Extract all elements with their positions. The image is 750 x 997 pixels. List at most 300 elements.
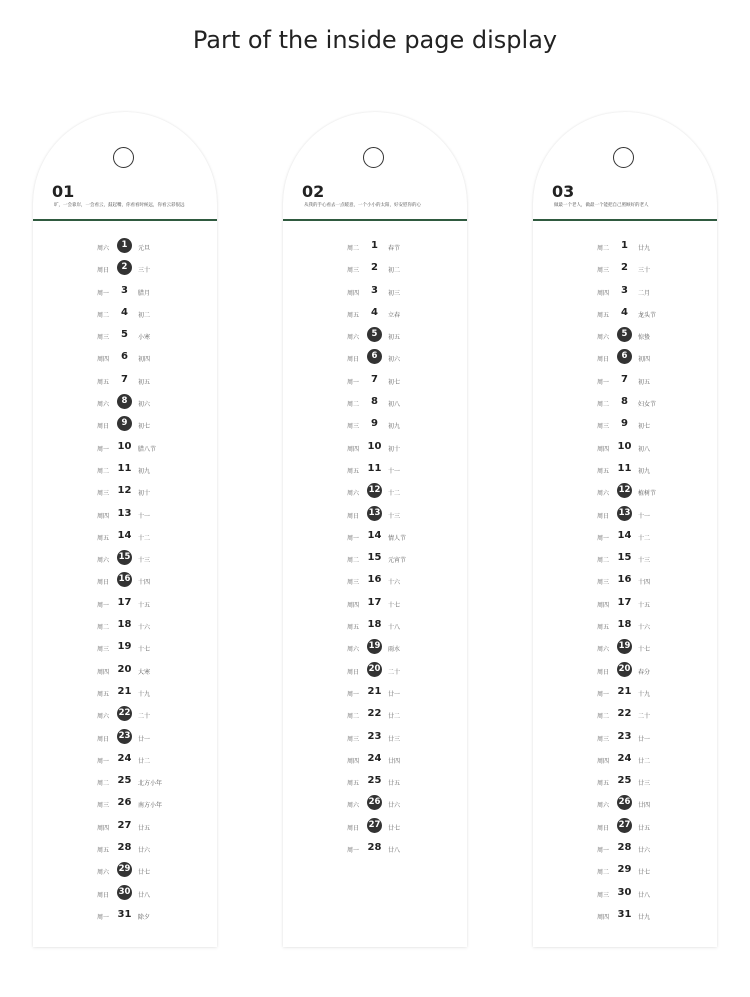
lunar-date-label: 初二 bbox=[138, 311, 151, 319]
lunar-date-label: 初五 bbox=[138, 378, 151, 386]
weekend-date-number: 20 bbox=[367, 662, 382, 677]
day-row bbox=[33, 661, 217, 683]
day-row bbox=[533, 817, 717, 839]
weekend-date-number: 5 bbox=[367, 327, 382, 342]
lunar-date-label: 初五 bbox=[388, 334, 401, 342]
lunar-date-label: 廿七 bbox=[638, 869, 651, 877]
lunar-date-label: 廿二 bbox=[388, 713, 401, 721]
day-list bbox=[533, 237, 717, 928]
date-number: 18 bbox=[367, 619, 382, 631]
lunar-date-label: 十四 bbox=[638, 579, 651, 587]
month-card-02 bbox=[283, 112, 467, 947]
lunar-date-label: 初七 bbox=[638, 423, 651, 431]
weekday-label: 周四 bbox=[97, 512, 110, 520]
day-row bbox=[33, 884, 217, 906]
month-quote: 做最一个老人，做最一个能把自己照顾好的老人 bbox=[554, 203, 649, 208]
weekday-label: 周一 bbox=[97, 601, 110, 609]
weekday-label: 周五 bbox=[97, 534, 110, 542]
weekday-label: 周一 bbox=[97, 913, 110, 921]
lunar-date-label: 元旦 bbox=[138, 245, 151, 252]
weekday-label: 周四 bbox=[597, 757, 610, 765]
date-number: 9 bbox=[371, 418, 378, 430]
lunar-date-label: 廿九 bbox=[638, 245, 651, 252]
lunar-date-label: 初十 bbox=[388, 445, 401, 453]
date-number: 14 bbox=[117, 529, 132, 541]
day-row bbox=[283, 772, 467, 794]
date-number: 12 bbox=[117, 485, 132, 497]
day-row bbox=[33, 549, 217, 571]
date-number: 10 bbox=[367, 440, 382, 452]
lunar-date-label: 十七 bbox=[138, 646, 151, 654]
weekday-label: 周四 bbox=[597, 289, 610, 297]
day-row bbox=[33, 304, 217, 326]
date-number: 14 bbox=[367, 529, 382, 541]
date-number: 10 bbox=[117, 440, 132, 452]
date-number: 29 bbox=[617, 864, 632, 876]
day-row bbox=[283, 616, 467, 638]
lunar-date-label: 十一 bbox=[138, 512, 151, 520]
lunar-date-label: 廿六 bbox=[638, 847, 651, 855]
day-row bbox=[283, 571, 467, 593]
weekday-label: 周四 bbox=[97, 356, 110, 364]
weekday-label: 周三 bbox=[597, 735, 610, 743]
date-number: 17 bbox=[617, 596, 632, 608]
weekday-label: 周日 bbox=[597, 356, 610, 364]
weekday-label: 周六 bbox=[347, 646, 360, 654]
day-row bbox=[283, 415, 467, 437]
weekday-label: 周日 bbox=[347, 824, 360, 832]
lunar-date-label: 廿九 bbox=[638, 913, 651, 921]
weekend-date-number: 19 bbox=[617, 639, 632, 654]
hang-hole bbox=[113, 147, 134, 168]
day-row bbox=[533, 393, 717, 415]
lunar-date-label: 十七 bbox=[388, 601, 401, 609]
date-number: 4 bbox=[371, 306, 378, 318]
weekday-label: 周日 bbox=[347, 668, 360, 676]
lunar-date-label: 初六 bbox=[138, 401, 151, 409]
lunar-date-label: 廿七 bbox=[388, 824, 401, 832]
lunar-date-label: 情人节 bbox=[388, 534, 407, 542]
day-row bbox=[33, 348, 217, 370]
day-row bbox=[283, 728, 467, 750]
lunar-date-label: 廿五 bbox=[388, 780, 401, 788]
day-row bbox=[533, 683, 717, 705]
day-row bbox=[533, 638, 717, 660]
day-row bbox=[283, 482, 467, 504]
lunar-date-label: 腊八节 bbox=[138, 445, 157, 453]
day-row bbox=[533, 594, 717, 616]
weekday-label: 周一 bbox=[347, 847, 360, 855]
date-number: 2 bbox=[621, 262, 628, 274]
weekday-label: 周三 bbox=[347, 423, 360, 431]
date-number: 22 bbox=[367, 708, 382, 720]
weekday-label: 周一 bbox=[597, 847, 610, 855]
weekend-date-number: 26 bbox=[617, 795, 632, 810]
weekend-date-number: 2 bbox=[117, 260, 132, 275]
weekday-label: 周二 bbox=[597, 401, 610, 409]
date-number: 7 bbox=[371, 373, 378, 385]
day-row bbox=[283, 259, 467, 281]
month-card-01 bbox=[33, 112, 217, 947]
weekend-date-number: 1 bbox=[117, 238, 132, 253]
weekend-date-number: 30 bbox=[117, 885, 132, 900]
day-row bbox=[533, 282, 717, 304]
lunar-date-label: 廿八 bbox=[138, 891, 151, 899]
day-row bbox=[33, 906, 217, 928]
weekday-label: 周五 bbox=[347, 311, 360, 319]
day-row bbox=[283, 817, 467, 839]
lunar-date-label: 初九 bbox=[388, 423, 401, 431]
weekend-date-number: 13 bbox=[367, 506, 382, 521]
date-number: 3 bbox=[621, 284, 628, 296]
weekday-label: 周六 bbox=[347, 490, 360, 498]
weekday-label: 周六 bbox=[597, 334, 610, 342]
lunar-date-label: 二月 bbox=[638, 289, 651, 297]
lunar-date-label: 廿八 bbox=[638, 891, 651, 899]
weekday-label: 周三 bbox=[347, 267, 360, 275]
lunar-date-label: 廿二 bbox=[138, 757, 151, 765]
date-number: 28 bbox=[617, 842, 632, 854]
lunar-date-label: 初十 bbox=[138, 490, 151, 498]
weekday-label: 周五 bbox=[97, 690, 110, 698]
lunar-date-label: 十一 bbox=[638, 512, 651, 520]
weekday-label: 周五 bbox=[597, 311, 610, 319]
date-number: 28 bbox=[367, 842, 382, 854]
weekday-label: 周一 bbox=[597, 534, 610, 542]
day-row bbox=[33, 415, 217, 437]
weekday-label: 周三 bbox=[97, 646, 110, 654]
lunar-date-label: 初九 bbox=[138, 467, 151, 475]
weekday-label: 周五 bbox=[597, 624, 610, 632]
weekday-label: 周四 bbox=[347, 757, 360, 765]
day-row bbox=[533, 438, 717, 460]
weekday-label: 周三 bbox=[597, 267, 610, 275]
weekday-label: 周二 bbox=[97, 780, 110, 788]
weekday-label: 周日 bbox=[597, 824, 610, 832]
date-number: 23 bbox=[367, 730, 382, 742]
day-row bbox=[283, 348, 467, 370]
date-number: 21 bbox=[617, 685, 632, 697]
lunar-date-label: 廿六 bbox=[388, 802, 401, 810]
month-number: 03 bbox=[552, 182, 575, 201]
divider bbox=[33, 219, 217, 221]
lunar-date-label: 北方小年 bbox=[138, 780, 163, 788]
day-row bbox=[533, 884, 717, 906]
weekday-label: 周四 bbox=[597, 601, 610, 609]
weekday-label: 周日 bbox=[97, 891, 110, 899]
date-number: 4 bbox=[621, 306, 628, 318]
day-row bbox=[33, 371, 217, 393]
weekday-label: 周一 bbox=[597, 378, 610, 386]
weekday-label: 周三 bbox=[97, 802, 110, 810]
date-number: 1 bbox=[371, 240, 378, 251]
date-number: 7 bbox=[121, 373, 128, 385]
weekday-label: 周二 bbox=[97, 467, 110, 475]
date-number: 28 bbox=[117, 842, 132, 854]
date-number: 14 bbox=[617, 529, 632, 541]
lunar-date-label: 廿五 bbox=[138, 824, 151, 832]
day-row bbox=[533, 750, 717, 772]
lunar-date-label: 十三 bbox=[138, 557, 151, 565]
lunar-date-label: 除夕 bbox=[138, 913, 151, 921]
lunar-date-label: 廿八 bbox=[388, 847, 401, 855]
weekday-label: 周五 bbox=[597, 467, 610, 475]
date-number: 7 bbox=[621, 373, 628, 385]
day-row bbox=[533, 237, 717, 259]
weekday-label: 周三 bbox=[597, 579, 610, 587]
weekday-label: 周三 bbox=[97, 334, 110, 342]
lunar-date-label: 初七 bbox=[138, 423, 151, 431]
weekday-label: 周二 bbox=[97, 311, 110, 319]
date-number: 17 bbox=[367, 596, 382, 608]
lunar-date-label: 二十 bbox=[638, 713, 651, 721]
day-row bbox=[33, 282, 217, 304]
weekday-label: 周日 bbox=[97, 735, 110, 743]
day-row bbox=[283, 527, 467, 549]
day-row bbox=[33, 460, 217, 482]
lunar-date-label: 初八 bbox=[638, 445, 651, 453]
day-row bbox=[33, 683, 217, 705]
date-number: 26 bbox=[117, 797, 132, 809]
weekday-label: 周一 bbox=[97, 289, 110, 297]
lunar-date-label: 十二 bbox=[138, 534, 151, 542]
weekday-label: 周日 bbox=[97, 579, 110, 587]
lunar-date-label: 廿三 bbox=[638, 780, 651, 788]
weekday-label: 周日 bbox=[597, 512, 610, 520]
lunar-date-label: 初四 bbox=[138, 356, 151, 364]
date-number: 25 bbox=[117, 775, 132, 787]
weekend-date-number: 22 bbox=[117, 706, 132, 721]
day-row bbox=[533, 482, 717, 504]
date-number: 24 bbox=[117, 752, 132, 764]
lunar-date-label: 二十 bbox=[388, 668, 401, 676]
weekday-label: 周三 bbox=[97, 490, 110, 498]
date-number: 9 bbox=[621, 418, 628, 430]
lunar-date-label: 十二 bbox=[638, 534, 651, 542]
date-number: 6 bbox=[121, 351, 128, 363]
day-row bbox=[533, 839, 717, 861]
weekday-label: 周一 bbox=[97, 445, 110, 453]
date-number: 27 bbox=[117, 819, 132, 831]
weekday-label: 周五 bbox=[97, 847, 110, 855]
lunar-date-label: 十六 bbox=[388, 579, 401, 587]
lunar-date-label: 廿一 bbox=[388, 690, 401, 698]
day-row bbox=[533, 705, 717, 727]
day-row bbox=[533, 326, 717, 348]
weekend-date-number: 27 bbox=[367, 818, 382, 833]
weekday-label: 周二 bbox=[597, 869, 610, 877]
date-number: 3 bbox=[121, 284, 128, 296]
date-number: 24 bbox=[617, 752, 632, 764]
lunar-date-label: 廿七 bbox=[138, 869, 151, 877]
date-number: 15 bbox=[367, 552, 382, 564]
lunar-date-label: 三十 bbox=[138, 267, 151, 275]
hang-hole bbox=[613, 147, 634, 168]
date-number: 11 bbox=[617, 462, 632, 474]
day-row bbox=[283, 705, 467, 727]
day-list bbox=[283, 237, 467, 861]
weekday-label: 周二 bbox=[347, 713, 360, 721]
lunar-date-label: 南方小年 bbox=[138, 802, 163, 810]
weekend-date-number: 12 bbox=[617, 483, 632, 498]
weekday-label: 周六 bbox=[597, 646, 610, 654]
day-row bbox=[33, 393, 217, 415]
weekday-label: 周日 bbox=[347, 356, 360, 364]
day-row bbox=[283, 460, 467, 482]
day-row bbox=[283, 839, 467, 861]
day-row bbox=[283, 438, 467, 460]
weekday-label: 周六 bbox=[597, 802, 610, 810]
weekday-label: 周二 bbox=[347, 401, 360, 409]
date-number: 15 bbox=[617, 552, 632, 564]
day-row bbox=[33, 594, 217, 616]
lunar-date-label: 十五 bbox=[138, 601, 151, 609]
day-row bbox=[283, 794, 467, 816]
weekday-label: 周五 bbox=[597, 780, 610, 788]
date-number: 18 bbox=[117, 619, 132, 631]
month-quote: 旷，一会靠岸，一会看云，鼓起嘴，你看看时候远，你看云彩很远 bbox=[54, 203, 185, 208]
day-row bbox=[33, 817, 217, 839]
lunar-date-label: 十四 bbox=[138, 579, 151, 587]
day-row bbox=[33, 438, 217, 460]
lunar-date-label: 小寒 bbox=[138, 334, 151, 342]
weekday-label: 周六 bbox=[97, 713, 110, 721]
weekday-label: 周六 bbox=[97, 869, 110, 877]
date-number: 31 bbox=[117, 908, 132, 920]
weekend-date-number: 5 bbox=[617, 327, 632, 342]
weekday-label: 周二 bbox=[97, 624, 110, 632]
lunar-date-label: 初五 bbox=[638, 378, 651, 386]
weekday-label: 周三 bbox=[597, 423, 610, 431]
day-row bbox=[533, 505, 717, 527]
day-row bbox=[283, 505, 467, 527]
day-row bbox=[283, 594, 467, 616]
day-row bbox=[33, 482, 217, 504]
weekday-label: 周五 bbox=[347, 467, 360, 475]
day-row bbox=[33, 839, 217, 861]
lunar-date-label: 初三 bbox=[388, 289, 401, 297]
weekday-label: 周一 bbox=[347, 690, 360, 698]
lunar-date-label: 元宵节 bbox=[388, 557, 407, 565]
weekday-label: 周二 bbox=[597, 557, 610, 565]
day-row bbox=[283, 638, 467, 660]
date-number: 13 bbox=[117, 507, 132, 519]
lunar-date-label: 廿二 bbox=[638, 757, 651, 765]
weekday-label: 周一 bbox=[347, 378, 360, 386]
lunar-date-label: 初八 bbox=[388, 401, 401, 409]
day-row bbox=[533, 348, 717, 370]
day-row bbox=[283, 393, 467, 415]
day-row bbox=[33, 326, 217, 348]
day-row bbox=[33, 794, 217, 816]
day-row bbox=[283, 750, 467, 772]
date-number: 19 bbox=[117, 641, 132, 653]
lunar-date-label: 初四 bbox=[638, 356, 651, 364]
weekday-label: 周日 bbox=[597, 668, 610, 676]
lunar-date-label: 初六 bbox=[388, 356, 401, 364]
lunar-date-label: 十七 bbox=[638, 646, 651, 654]
weekday-label: 周四 bbox=[347, 289, 360, 297]
date-number: 3 bbox=[371, 284, 378, 296]
lunar-date-label: 十三 bbox=[388, 512, 401, 520]
day-row bbox=[33, 750, 217, 772]
day-row bbox=[33, 571, 217, 593]
day-row bbox=[33, 616, 217, 638]
weekday-label: 周四 bbox=[347, 445, 360, 453]
date-number: 18 bbox=[617, 619, 632, 631]
weekend-date-number: 6 bbox=[367, 349, 382, 364]
day-row bbox=[33, 237, 217, 259]
lunar-date-label: 廿一 bbox=[138, 735, 151, 743]
day-row bbox=[283, 661, 467, 683]
month-card-03 bbox=[533, 112, 717, 947]
day-row bbox=[533, 304, 717, 326]
lunar-date-label: 十六 bbox=[138, 624, 151, 632]
day-list bbox=[33, 237, 217, 928]
weekend-date-number: 8 bbox=[117, 394, 132, 409]
month-number: 02 bbox=[302, 182, 325, 201]
weekend-date-number: 27 bbox=[617, 818, 632, 833]
weekday-label: 周二 bbox=[347, 245, 360, 252]
date-number: 10 bbox=[617, 440, 632, 452]
weekday-label: 周五 bbox=[347, 780, 360, 788]
day-row bbox=[533, 527, 717, 549]
lunar-date-label: 廿四 bbox=[638, 802, 651, 810]
lunar-date-label: 十八 bbox=[388, 624, 401, 632]
day-row bbox=[533, 415, 717, 437]
weekday-label: 周四 bbox=[597, 913, 610, 921]
lunar-date-label: 大寒 bbox=[138, 668, 151, 676]
weekend-date-number: 20 bbox=[617, 662, 632, 677]
lunar-date-label: 雨水 bbox=[388, 646, 401, 654]
day-row bbox=[33, 638, 217, 660]
weekday-label: 周六 bbox=[347, 802, 360, 810]
date-number: 22 bbox=[617, 708, 632, 720]
weekend-date-number: 15 bbox=[117, 550, 132, 565]
date-number: 4 bbox=[121, 306, 128, 318]
day-row bbox=[533, 772, 717, 794]
day-row bbox=[533, 616, 717, 638]
weekend-date-number: 23 bbox=[117, 729, 132, 744]
month-quote: 从我的手心看去一点暖意，一个小小的太阳，好安慰你的心 bbox=[304, 203, 421, 208]
lunar-date-label: 腊月 bbox=[138, 289, 151, 297]
date-number: 25 bbox=[617, 775, 632, 787]
date-number: 30 bbox=[617, 886, 632, 898]
lunar-date-label: 惊蛰 bbox=[638, 334, 651, 342]
day-row bbox=[283, 549, 467, 571]
date-number: 1 bbox=[621, 240, 628, 251]
day-row bbox=[283, 326, 467, 348]
weekday-label: 周一 bbox=[97, 757, 110, 765]
date-number: 17 bbox=[117, 596, 132, 608]
lunar-date-label: 廿一 bbox=[638, 735, 651, 743]
lunar-date-label: 妇女节 bbox=[638, 401, 657, 409]
day-row bbox=[33, 861, 217, 883]
day-row bbox=[33, 259, 217, 281]
month-number: 01 bbox=[52, 182, 75, 201]
day-row bbox=[533, 728, 717, 750]
day-row bbox=[533, 661, 717, 683]
weekend-date-number: 12 bbox=[367, 483, 382, 498]
date-number: 8 bbox=[621, 396, 628, 408]
date-number: 21 bbox=[367, 685, 382, 697]
weekday-label: 周日 bbox=[97, 423, 110, 431]
day-row bbox=[33, 772, 217, 794]
weekday-label: 周四 bbox=[97, 824, 110, 832]
date-number: 24 bbox=[367, 752, 382, 764]
day-row bbox=[533, 259, 717, 281]
day-row bbox=[533, 549, 717, 571]
